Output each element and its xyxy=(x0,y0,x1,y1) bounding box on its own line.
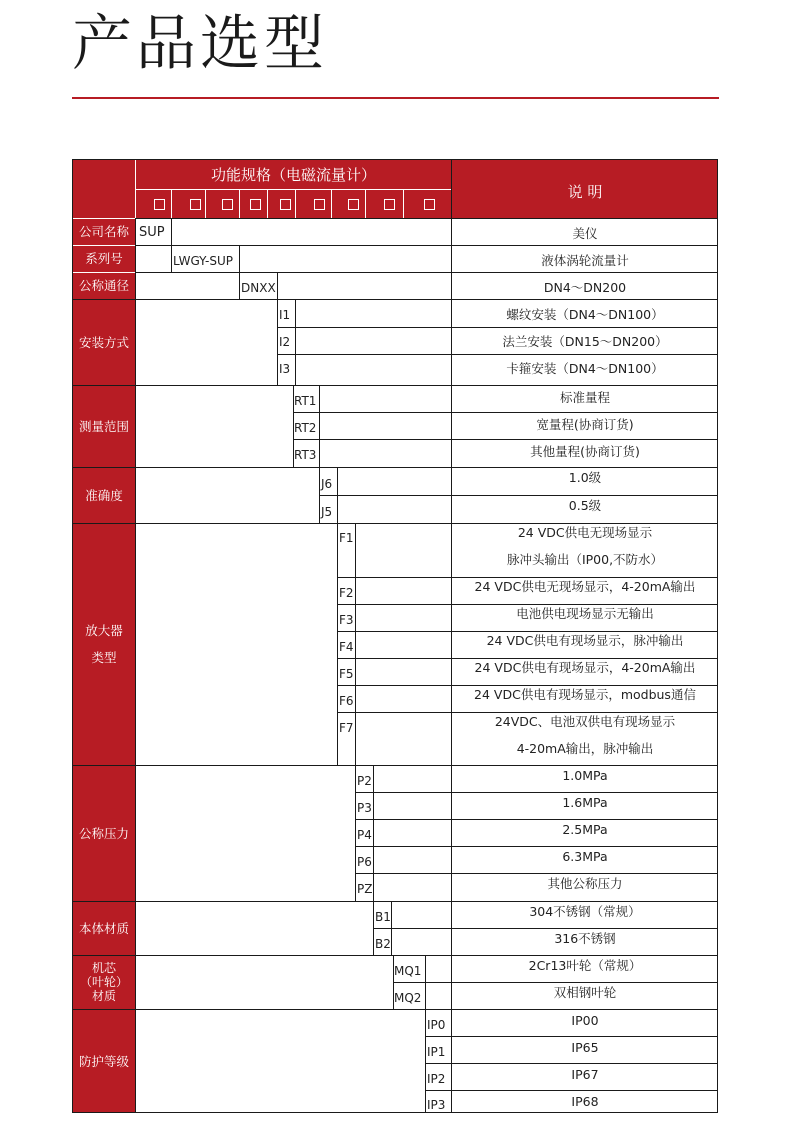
row-line xyxy=(337,685,718,686)
amplifier-desc-f3: 电池供电现场显示无输出 xyxy=(516,606,654,621)
pressure-code-p2: P2 xyxy=(357,774,372,788)
row-line xyxy=(135,272,718,273)
row-line xyxy=(425,1063,718,1064)
company-code: SUP xyxy=(139,225,165,240)
spec-box-divider xyxy=(239,189,240,218)
protection-desc-ip1: IP65 xyxy=(571,1040,599,1055)
section-label-series: 系列号 xyxy=(85,251,123,266)
core-desc-mq2: 双相钢叶轮 xyxy=(553,985,617,1000)
section-label-accuracy: 准确度 xyxy=(85,487,123,503)
amplifier-code-f3: F3 xyxy=(339,613,354,627)
pressure-desc-p3: 1.6MPa xyxy=(562,795,608,810)
pressure-desc-p2: 1.0MPa xyxy=(562,768,608,783)
row-line xyxy=(337,658,718,659)
pressure-code-border-right xyxy=(373,765,374,901)
amplifier-code-f2: F2 xyxy=(339,586,354,600)
install-code-border-left xyxy=(277,299,278,385)
description-heading: 说 明 xyxy=(567,183,603,201)
row-line xyxy=(277,327,718,328)
protection-desc-ip2: IP67 xyxy=(571,1067,599,1082)
protection-desc-ip0: IP00 xyxy=(571,1013,599,1028)
install-code-border-right xyxy=(295,299,296,385)
body-code-b2: B2 xyxy=(375,937,391,951)
row-line xyxy=(73,765,718,766)
range-code-rt3: RT3 xyxy=(294,448,317,462)
core-code-mq1: MQ1 xyxy=(394,964,422,978)
row-line xyxy=(293,412,718,413)
core-desc-mq1: 2Cr13叶轮（常规） xyxy=(528,958,642,973)
spec-box-divider xyxy=(403,189,404,218)
accuracy-desc-j6: 1.0级 xyxy=(568,470,602,485)
row-line xyxy=(393,982,718,983)
amplifier-code-f6: F6 xyxy=(339,694,354,708)
install-code-i3: I3 xyxy=(279,362,291,376)
accuracy-code-j6: J6 xyxy=(321,477,333,491)
row-line xyxy=(277,354,718,355)
core-code-mq2: MQ2 xyxy=(394,991,422,1005)
section-label-body-material: 本体材质 xyxy=(78,920,129,936)
row-line xyxy=(73,901,718,902)
row-line xyxy=(355,819,718,820)
section-label-diameter: 公称通径 xyxy=(78,278,129,293)
spec-box xyxy=(190,199,201,210)
row-line xyxy=(425,1036,718,1037)
amplifier-code-f7: F7 xyxy=(339,721,354,735)
row-line xyxy=(73,1009,718,1010)
diameter-code-border-left xyxy=(239,272,240,299)
amplifier-desc-f1-line1: 24 VDC供电无现场显示 xyxy=(517,525,653,540)
section-label-pressure: 公称压力 xyxy=(78,825,129,841)
row-line xyxy=(355,873,718,874)
pressure-code-p6: P6 xyxy=(357,855,372,869)
row-line xyxy=(73,385,718,386)
range-code-rt1: RT1 xyxy=(294,394,317,408)
section-label-protection: 防护等级 xyxy=(78,1054,129,1069)
spec-box xyxy=(250,199,261,210)
diameter-code-border-right xyxy=(277,272,278,299)
section-label-core-material: 机芯 （叶轮） 材质 xyxy=(79,961,128,1003)
protection-code-ip3: IP3 xyxy=(427,1098,446,1112)
function-spec-heading: 功能规格（电磁流量计） xyxy=(210,166,376,184)
spec-box xyxy=(314,199,325,210)
row-line xyxy=(73,299,718,300)
row-line xyxy=(293,439,718,440)
spec-box xyxy=(154,199,165,210)
series-code-border-right xyxy=(239,245,240,272)
pressure-desc-p6: 6.3MPa xyxy=(562,849,608,864)
selection-table xyxy=(72,159,718,1113)
install-desc-i1: 螺纹安装（DN4～DN100） xyxy=(506,307,664,322)
body-desc-b2: 316不锈钢 xyxy=(554,931,616,946)
protection-code-ip1: IP1 xyxy=(427,1045,446,1059)
row-line xyxy=(73,523,718,524)
range-code-border-right xyxy=(319,385,320,467)
range-desc-rt1: 标准量程 xyxy=(559,390,610,405)
amplifier-desc-f6: 24 VDC供电有现场显示，modbus通信 xyxy=(474,687,696,702)
body-code-b1: B1 xyxy=(375,910,391,924)
spec-box xyxy=(384,199,395,210)
section-label-company: 公司名称 xyxy=(78,224,129,239)
row-line xyxy=(337,712,718,713)
pressure-code-border-left xyxy=(355,765,356,901)
section-label-amplifier: 放大器 类型 xyxy=(85,623,123,665)
amplifier-desc-f4: 24 VDC供电有现场显示，脉冲输出 xyxy=(486,633,684,648)
pressure-desc-pz: 其他公称压力 xyxy=(547,876,623,891)
row-line xyxy=(319,495,718,496)
pressure-code-p4: P4 xyxy=(357,828,372,842)
accuracy-desc-j5: 0.5级 xyxy=(568,498,602,513)
title-divider xyxy=(72,97,719,99)
protection-code-border-left xyxy=(425,1009,426,1113)
diameter-code: DNXX xyxy=(241,281,276,295)
range-desc-rt3: 其他量程(协商订货) xyxy=(530,444,640,459)
amplifier-code-f4: F4 xyxy=(339,640,354,654)
section-label-range: 测量范围 xyxy=(78,418,129,434)
amplifier-desc-f7-line1: 24VDC、电池双供电有现场显示 xyxy=(494,714,676,729)
diameter-desc: DN4～DN200 xyxy=(543,280,627,295)
amplifier-desc-f1-line2: 脉冲头输出（IP00,不防水） xyxy=(506,552,664,567)
company-code-border xyxy=(171,218,172,245)
row-line xyxy=(337,631,718,632)
spec-box-divider xyxy=(267,189,268,218)
row-line xyxy=(337,577,718,578)
pressure-code-pz: PZ xyxy=(357,882,373,896)
amplifier-code-f1: F1 xyxy=(339,531,354,545)
label-column-border xyxy=(135,218,136,1113)
section-label-install: 安装方式 xyxy=(78,334,129,350)
spec-box xyxy=(280,199,291,210)
row-line xyxy=(135,245,718,246)
spec-box xyxy=(222,199,233,210)
page-title: 产品选型 xyxy=(72,9,328,79)
install-code-i1: I1 xyxy=(279,308,291,322)
amplifier-code-border-left xyxy=(337,523,338,765)
pressure-code-p3: P3 xyxy=(357,801,372,815)
spec-box-divider xyxy=(331,189,332,218)
header-subdivider xyxy=(135,189,452,190)
spec-box-divider xyxy=(205,189,206,218)
spec-box-divider xyxy=(171,189,172,218)
company-desc: 美仪 xyxy=(572,226,598,241)
install-code-i2: I2 xyxy=(279,335,291,349)
spec-box xyxy=(348,199,359,210)
amplifier-desc-f2: 24 VDC供电无现场显示，4-20mA输出 xyxy=(474,579,696,594)
spec-box-divider xyxy=(295,189,296,218)
series-desc: 液体涡轮流量计 xyxy=(541,253,629,268)
spec-box-divider xyxy=(365,189,366,218)
row-line xyxy=(425,1090,718,1091)
row-line xyxy=(73,467,718,468)
row-line xyxy=(337,604,718,605)
spec-box xyxy=(424,199,435,210)
install-desc-i2: 法兰安装（DN15～DN200） xyxy=(502,334,668,349)
pressure-desc-p4: 2.5MPa xyxy=(562,822,608,837)
row-line xyxy=(355,846,718,847)
series-code-border-left xyxy=(171,245,172,272)
row-line xyxy=(373,928,718,929)
install-desc-i3: 卡箍安装（DN4～DN100） xyxy=(506,361,664,376)
row-line xyxy=(73,955,718,956)
range-code-rt2: RT2 xyxy=(294,421,317,435)
series-code: LWGY-SUP xyxy=(173,254,234,268)
range-desc-rt2: 宽量程(协商订货) xyxy=(536,417,634,432)
row-line xyxy=(135,218,718,219)
body-desc-b1: 304不锈钢（常规） xyxy=(529,904,641,919)
protection-code-ip2: IP2 xyxy=(427,1072,446,1086)
amplifier-code-border-right xyxy=(355,523,356,765)
protection-desc-ip3: IP68 xyxy=(571,1094,599,1109)
accuracy-code-j5: J5 xyxy=(321,505,333,519)
amplifier-code-f5: F5 xyxy=(339,667,354,681)
amplifier-desc-f7-line2: 4-20mA输出，脉冲输出 xyxy=(516,741,654,756)
amplifier-desc-f5: 24 VDC供电有现场显示，4-20mA输出 xyxy=(474,660,696,675)
protection-code-ip0: IP0 xyxy=(427,1018,446,1032)
row-line xyxy=(355,792,718,793)
